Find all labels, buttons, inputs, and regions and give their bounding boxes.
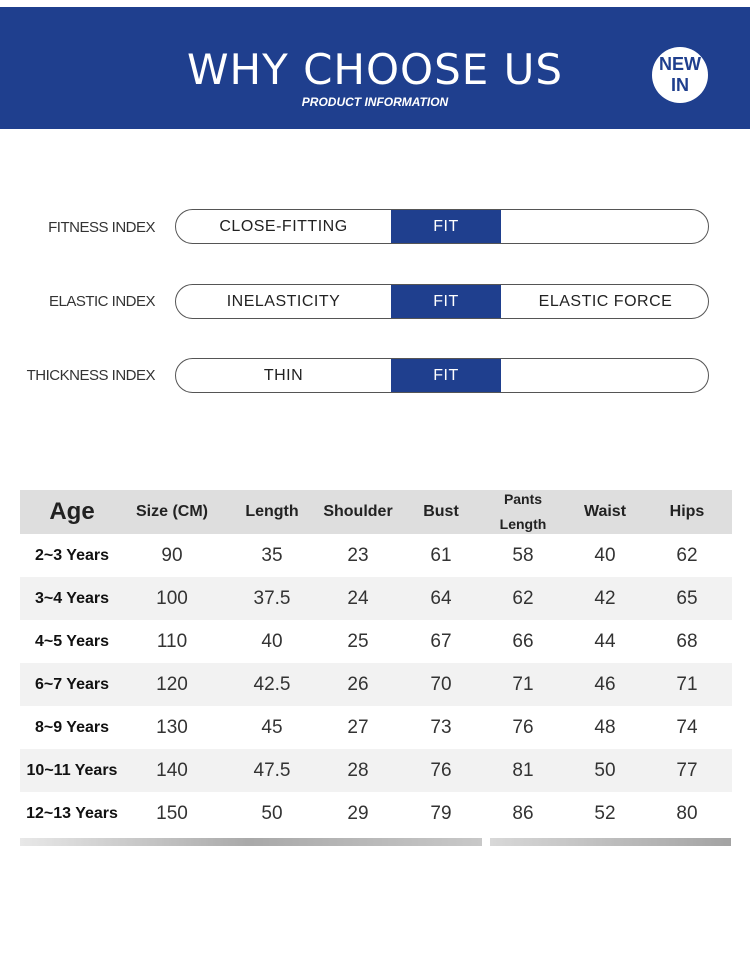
- cell-size: 140: [156, 759, 188, 781]
- cell-bust: 79: [430, 802, 452, 824]
- bottom-divider-right: [490, 838, 731, 846]
- table-row: [20, 792, 732, 835]
- elastic-index-bar: [175, 284, 709, 319]
- cell-age: 4~5 Years: [34, 632, 109, 650]
- new-in-badge: [652, 47, 708, 103]
- elastic-index-right: ELASTIC FORCE: [538, 292, 673, 310]
- cell-size: 130: [156, 716, 188, 738]
- header-size: Size (CM): [136, 503, 208, 520]
- header-pants-line2: Length: [499, 516, 547, 532]
- page-subtitle: PRODUCT INFORMATION: [301, 95, 449, 109]
- thickness-index-left: THIN: [263, 366, 304, 384]
- thickness-index-label: THICKNESS INDEX: [26, 367, 155, 384]
- cell-size: 90: [161, 544, 183, 566]
- header-hips: Hips: [669, 503, 705, 520]
- cell-size: 120: [156, 673, 188, 695]
- fitness-index-bar: [175, 209, 709, 244]
- cell-pants-length: 81: [512, 759, 534, 781]
- cell-hips: 62: [676, 544, 698, 566]
- cell-shoulder: 29: [347, 802, 369, 824]
- fitness-index-fit: FIT: [391, 210, 501, 243]
- cell-shoulder: 25: [347, 630, 369, 652]
- cell-length: 47.5: [253, 759, 291, 781]
- elastic-index-label: ELASTIC INDEX: [48, 293, 155, 310]
- cell-pants-length: 86: [512, 802, 534, 824]
- thickness-index-right: [501, 359, 709, 392]
- cell-hips: 74: [676, 716, 698, 738]
- cell-waist: 40: [594, 544, 616, 566]
- cell-pants-length: 58: [512, 544, 534, 566]
- header-age: Age: [49, 498, 95, 525]
- cell-age: 12~13 Years: [26, 804, 118, 822]
- fitness-index-left: CLOSE-FITTING: [219, 217, 348, 235]
- cell-length: 40: [261, 630, 283, 652]
- fitness-index-label: FITNESS INDEX: [48, 219, 155, 236]
- table-row: [20, 577, 732, 620]
- cell-bust: 73: [430, 716, 452, 738]
- cell-pants-length: 76: [512, 716, 534, 738]
- cell-waist: 42: [594, 587, 616, 609]
- cell-waist: 50: [594, 759, 616, 781]
- cell-size: 100: [156, 587, 188, 609]
- table-row: [20, 749, 732, 792]
- cell-shoulder: 26: [347, 673, 369, 695]
- header-waist: Waist: [583, 503, 627, 520]
- cell-shoulder: 24: [347, 587, 369, 609]
- cell-size: 150: [156, 802, 188, 824]
- cell-length: 35: [261, 544, 283, 566]
- cell-bust: 76: [430, 759, 452, 781]
- cell-length: 50: [261, 802, 283, 824]
- header-pants-length: [482, 490, 564, 534]
- table-row: [20, 663, 732, 706]
- cell-waist: 46: [594, 673, 616, 695]
- badge-line-2: IN: [671, 75, 689, 95]
- bottom-divider-left: [20, 838, 482, 846]
- cell-age: 3~4 Years: [34, 589, 109, 607]
- cell-length: 42.5: [253, 673, 291, 695]
- cell-pants-length: 66: [512, 630, 534, 652]
- badge-line-1: NEW: [659, 54, 701, 74]
- cell-hips: 71: [676, 673, 698, 695]
- cell-size: 110: [156, 630, 188, 652]
- header-banner: [0, 7, 750, 129]
- cell-hips: 68: [676, 630, 698, 652]
- cell-length: 37.5: [253, 587, 291, 609]
- cell-hips: 65: [676, 587, 698, 609]
- cell-age: 8~9 Years: [34, 718, 109, 736]
- table-row: [20, 620, 732, 663]
- elastic-index-fit: FIT: [391, 285, 501, 318]
- header-bust: Bust: [423, 503, 459, 520]
- cell-pants-length: 71: [512, 673, 534, 695]
- table-header: [20, 490, 732, 534]
- cell-bust: 70: [430, 673, 452, 695]
- cell-length: 45: [261, 716, 283, 738]
- cell-hips: 77: [676, 759, 698, 781]
- cell-age: 6~7 Years: [34, 675, 109, 693]
- cell-shoulder: 23: [347, 544, 369, 566]
- header-pants-line1: Pants: [503, 491, 543, 507]
- cell-waist: 48: [594, 716, 616, 738]
- cell-bust: 64: [430, 587, 452, 609]
- cell-age: 10~11 Years: [26, 761, 118, 779]
- cell-waist: 52: [594, 802, 616, 824]
- cell-waist: 44: [594, 630, 616, 652]
- header-shoulder: Shoulder: [323, 503, 393, 520]
- table-row: [20, 706, 732, 749]
- cell-bust: 67: [430, 630, 452, 652]
- cell-age: 2~3 Years: [34, 546, 109, 564]
- thickness-index-bar: [175, 358, 709, 393]
- thickness-index-fit: FIT: [391, 359, 501, 392]
- header-length: Length: [245, 503, 299, 520]
- cell-shoulder: 27: [347, 716, 369, 738]
- cell-shoulder: 28: [347, 759, 369, 781]
- elastic-index-left: INELASTICITY: [226, 292, 341, 310]
- cell-hips: 80: [676, 802, 698, 824]
- fitness-index-right: [501, 210, 709, 243]
- table-row: [20, 534, 732, 577]
- cell-pants-length: 62: [512, 587, 534, 609]
- page-title: WHY CHOOSE US: [186, 45, 564, 94]
- cell-bust: 61: [430, 544, 452, 566]
